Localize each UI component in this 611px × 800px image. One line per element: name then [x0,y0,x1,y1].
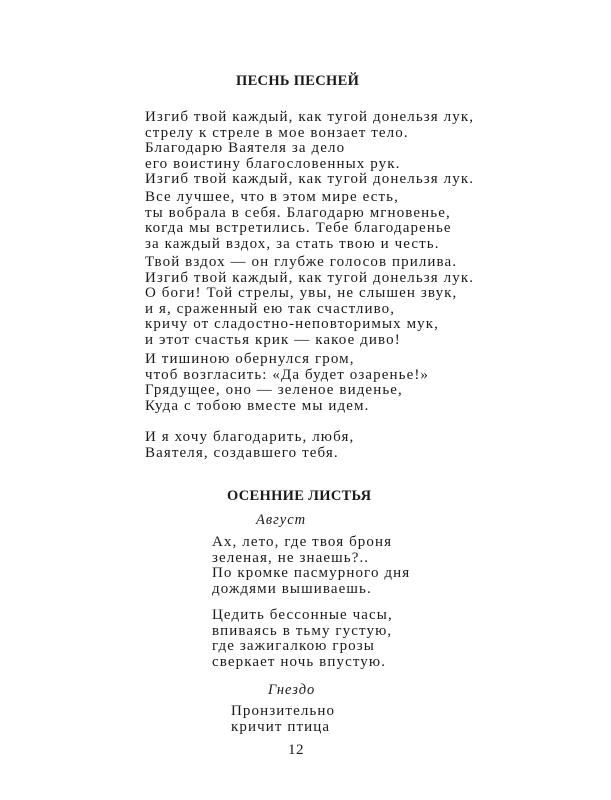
verse-line: Пронзительно [231,703,336,719]
stanza-3 [145,255,474,349]
verse-line: Куда с тобою вместе мы идем. [145,397,370,414]
verse-line: сверкает ночь впустую. [212,653,387,670]
verse-line: О боги! Той стрелы, увы, не слышен звук, [145,285,458,302]
stanza-5 [145,430,354,461]
verse-line: дождями вышиваешь. [212,580,372,597]
stanza-1 [145,110,474,188]
nest-stanza-1 [231,704,335,735]
verse-line: стрелу к стреле в мое вонзает тело. [145,124,409,141]
stanza-4 [145,352,429,414]
verse-line: И тишиною обернулся гром, [145,351,355,367]
verse-line: впиваясь в тьму густую, [212,622,393,639]
verse-line: кричу от сладостно-неповторимых мук, [145,316,440,333]
verse-line: и я, сраженный ею так счастливо, [145,300,396,317]
verse-line: И я хочу благодарить, любя, [145,429,355,445]
section-subtitle-nest: Гнездо [268,682,316,698]
verse-line: и этот счастья крик — какое диво! [145,331,401,348]
verse-line: когда мы встретились. Тебе благодаренье [145,220,452,237]
verse-line: чтоб возгласить: «Да будет озаренье!» [145,366,430,383]
august-stanza-1 [212,535,410,597]
poem-title-autumn-leaves: ОСЕННИЕ ЛИСТЬЯ [227,488,372,504]
august-stanza-2 [212,608,393,670]
verse-line: кричит птица [231,718,331,735]
verse-line: Все лучшее, что в этом мире есть, [145,189,399,205]
verse-line: зеленая, не знаешь?.. [212,549,370,566]
verse-line: Грядущее, оно — зеленое виденье, [145,382,403,399]
verse-line: Ваятеля, создавшего тебя. [145,444,339,461]
poem-title-song-of-songs: ПЕСНЬ ПЕСНЕЙ [236,73,360,89]
verse-line: где зажигалкою грозы [212,638,375,655]
verse-line: Цедить бессонные часы, [212,607,393,623]
verse-line: По кромке пасмурного дня [212,565,411,582]
verse-line: ты вобрала в себя. Благодарю мгновенье, [145,204,451,221]
verse-line: Изгиб твой каждый, как тугой донельзя лук. [145,171,475,188]
verse-line: Благодарю Ваятеля за дело [145,140,346,157]
verse-line: его воистину благословенных рук. [145,155,401,172]
verse-line: Твой вздох — он глубже голосов прилива. [145,254,458,270]
page-number: 12 [288,742,304,758]
section-subtitle-august: Август [256,512,307,528]
verse-line: Изгиб твой каждый, как тугой донельзя лук, [145,109,475,125]
verse-line: Ах, лето, где твоя броня [212,534,393,550]
verse-line: Изгиб твой каждый, как тугой донельзя лук. [145,269,475,286]
verse-line: за каждый вздох, за стать твою и честь. [145,235,440,252]
stanza-2 [145,190,452,252]
